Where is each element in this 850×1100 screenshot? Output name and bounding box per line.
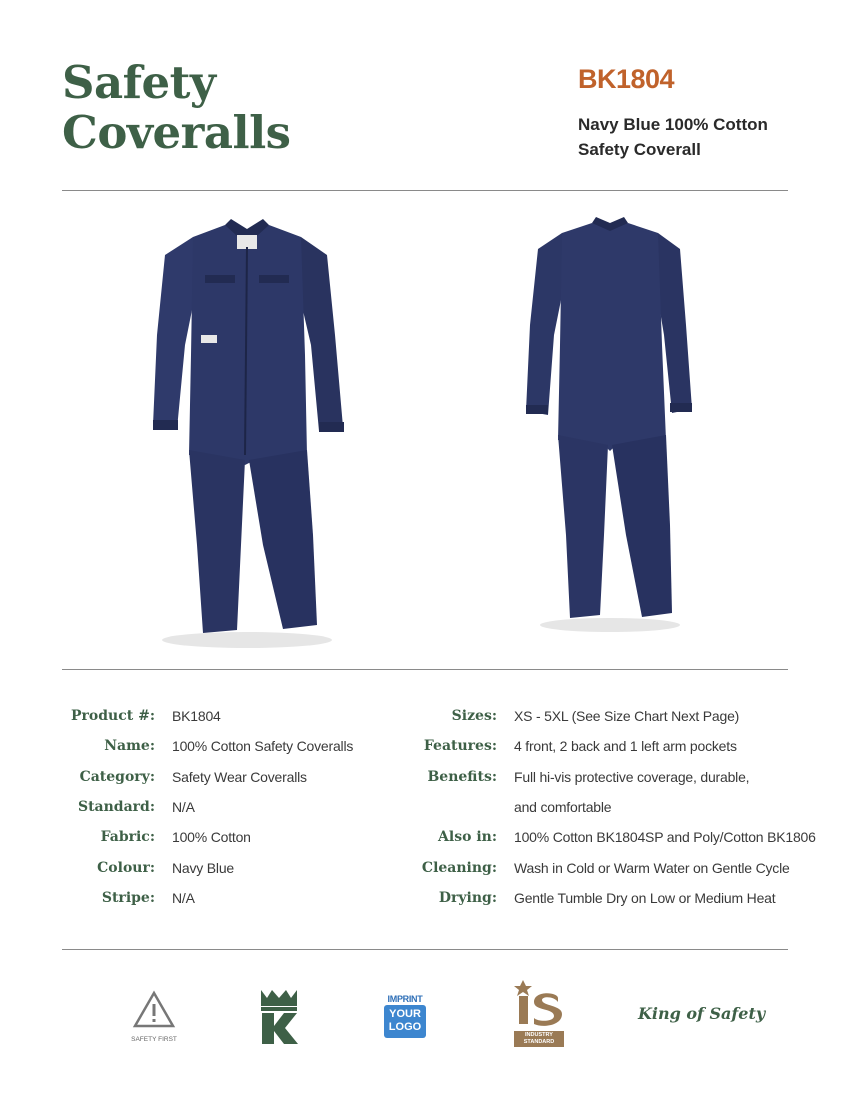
spec-value-product: BK1804 [172, 708, 221, 724]
spec-value-cleaning: Wash in Cold or Warm Water on Gentle Cycle [514, 860, 790, 876]
spec-value-benefits: Full hi-vis protective coverage, durable, [514, 769, 750, 785]
spec-value-sizes: XS - 5XL (See Size Chart Next Page) [514, 708, 740, 724]
spec-value-fabric: 100% Cotton [172, 829, 251, 845]
is-monogram-icon [514, 978, 564, 1026]
spec-value-benefits-cont: and comfortable [514, 799, 612, 815]
spec-value-name: 100% Cotton Safety Coveralls [172, 738, 354, 754]
spec-label-also-in: Also in: [438, 829, 497, 845]
king-of-safety-brand: King of Safety [638, 1004, 766, 1023]
middle-divider [62, 669, 788, 670]
subtitle-line-1: Navy Blue 100% Cotton [578, 115, 768, 134]
spec-value-category: Safety Wear Coveralls [172, 769, 307, 785]
spec-label-product: Product #: [71, 708, 155, 724]
logo-text: LOGO [388, 1021, 422, 1033]
spec-value-drying: Gentle Tumble Dry on Low or Medium Heat [514, 890, 776, 906]
industry-standard-label [514, 1031, 564, 1047]
spec-label-colour: Colour: [97, 860, 155, 876]
product-code: BK1804 [578, 64, 675, 94]
bottom-divider [62, 949, 788, 950]
spec-label-name: Name: [104, 738, 155, 754]
imprint-your-logo-badge [384, 994, 426, 1038]
spec-value-standard: N/A [172, 799, 195, 815]
title-line-1: Safety [62, 56, 216, 109]
top-divider [62, 190, 788, 191]
spec-label-features: Features: [423, 738, 497, 754]
spec-value-colour: Navy Blue [172, 860, 235, 876]
king-crown-k-logo [258, 988, 300, 1046]
spec-label-sizes: Sizes: [451, 708, 497, 724]
spec-label-fabric: Fabric: [100, 829, 155, 845]
spec-label-standard: Standard: [77, 799, 155, 815]
spec-label-benefits: Benefits: [427, 769, 497, 785]
warning-triangle-icon [132, 990, 176, 1030]
spec-label-drying: Drying: [438, 890, 497, 906]
spec-label-stripe: Stripe: [101, 890, 155, 906]
spec-label-cleaning: Cleaning: [421, 860, 497, 876]
spec-value-features: 4 front, 2 back and 1 left arm pockets [514, 738, 737, 754]
your-logo-box [384, 1005, 426, 1038]
spec-label-category: Category: [79, 769, 155, 785]
spec-value-also-in: 100% Cotton BK1804SP and Poly/Cotton BK1806 [514, 829, 816, 845]
safety-first-logo [126, 990, 182, 1043]
industry-standard-logo [514, 978, 564, 1047]
imprint-text: IMPRINT [387, 994, 423, 1004]
spec-value-stripe: N/A [172, 890, 195, 906]
page-title [62, 58, 291, 158]
product-subtitle [578, 112, 768, 162]
safety-first-text: SAFETY FIRST [131, 1036, 177, 1043]
coverall-back-image [520, 215, 700, 635]
your-text: YOUR [389, 1008, 421, 1020]
title-line-2: Coveralls [62, 106, 291, 159]
industry-text: INDUSTRY [525, 1032, 553, 1038]
standard-text: STANDARD [523, 1039, 555, 1045]
coverall-front-image [145, 215, 350, 655]
subtitle-line-2: Safety Coverall [578, 140, 701, 159]
